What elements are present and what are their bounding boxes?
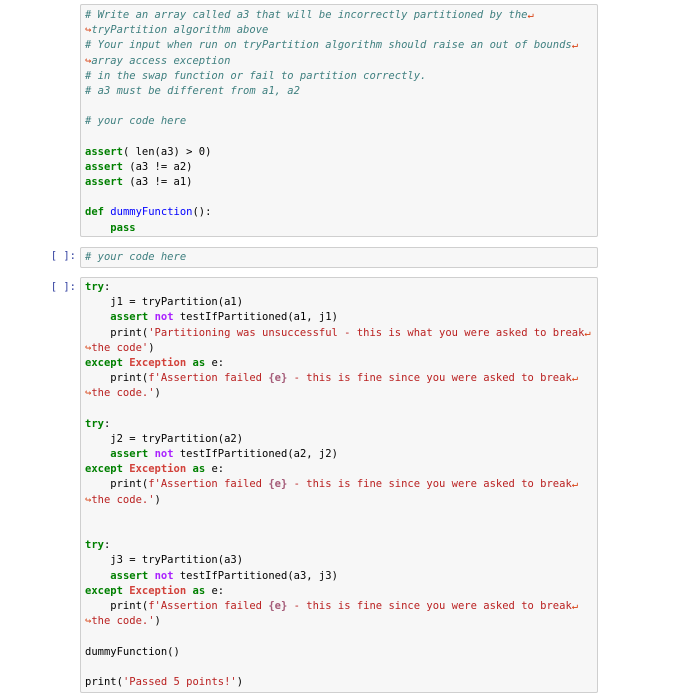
code-line — [85, 569, 597, 584]
code-line — [85, 205, 597, 220]
line-wrap-marker: ↪ — [85, 24, 92, 37]
line-wrap-marker: ↪ — [85, 615, 92, 628]
code-token: assert — [110, 448, 149, 461]
code-token: # a3 must be different from a1, a2 — [85, 84, 300, 97]
code-line — [85, 447, 597, 462]
code-line — [85, 250, 597, 265]
code-token: dummyFunction — [110, 206, 193, 219]
cell-prompt: [ ]: — [50, 250, 76, 262]
code-token: print( — [85, 372, 149, 385]
code-token: not — [154, 448, 174, 461]
code-token: testIfPartitioned(a3, j3) — [173, 569, 338, 582]
code-token: array access exception — [91, 54, 231, 67]
code-token: testIfPartitioned(a2, j2) — [173, 448, 338, 461]
code-token: - this is fine since you were asked to break — [287, 478, 572, 491]
code-line — [85, 462, 597, 477]
code-line — [85, 295, 597, 310]
code-token: ) — [154, 493, 161, 506]
code-editor[interactable] — [80, 277, 598, 693]
code-token: except — [85, 356, 123, 369]
code-line — [85, 145, 597, 160]
code-token: except — [85, 463, 123, 476]
code-token: e: — [205, 584, 225, 597]
code-line — [85, 114, 597, 129]
code-editor[interactable] — [80, 247, 598, 268]
code-line — [85, 175, 597, 190]
code-token: as — [192, 356, 206, 369]
code-token: try — [85, 417, 104, 430]
code-line — [85, 341, 597, 356]
code-line — [85, 23, 597, 38]
line-wrap-marker: ↪ — [85, 493, 92, 506]
code-line — [85, 326, 597, 341]
line-wrap-marker: ↵ — [571, 478, 579, 491]
code-line — [85, 69, 597, 84]
code-token: Exception — [129, 463, 187, 476]
code-token: : — [103, 417, 111, 430]
code-token: not — [154, 569, 174, 582]
code-line — [85, 386, 597, 401]
code-token: j1 = tryPartition(a1) — [85, 296, 244, 309]
cell-prompt: [ ]: — [50, 281, 76, 293]
code-token: ) — [236, 675, 244, 688]
code-token: : — [103, 281, 111, 293]
code-token: # your code here — [85, 251, 187, 263]
code-token: (): — [192, 206, 212, 219]
code-token: ) — [148, 341, 155, 354]
line-wrap-marker: ↵ — [584, 326, 591, 339]
code-token: print( — [85, 675, 123, 688]
code-token: 'Passed 5 points!' — [122, 675, 237, 688]
code-token: assert — [85, 145, 123, 158]
code-line — [85, 645, 597, 660]
code-line — [85, 280, 597, 295]
code-token: # your code here — [85, 115, 187, 128]
code-token: Exception — [129, 356, 187, 369]
code-token: : — [103, 539, 111, 552]
code-token: {e} — [268, 478, 288, 491]
code-token: ) — [154, 387, 161, 400]
code-token: as — [192, 584, 206, 597]
code-line — [85, 523, 597, 538]
line-wrap-marker: ↪ — [85, 54, 92, 67]
code-token: assert — [110, 311, 149, 324]
code-text — [81, 278, 597, 690]
code-token: e: — [205, 356, 225, 369]
code-line — [85, 371, 597, 386]
code-token — [85, 448, 110, 460]
code-token: 'Partitioning was unsuccessful - this is what you were asked to break — [148, 326, 585, 339]
code-token: Exception — [129, 584, 187, 597]
code-token: (a3 != a2) — [122, 160, 193, 173]
code-token: f'Assertion failed — [148, 478, 269, 491]
code-token: pass — [110, 221, 136, 234]
code-line — [85, 38, 597, 53]
code-line — [85, 8, 597, 23]
code-line — [85, 190, 597, 205]
code-token: tryPartition algorithm above — [91, 24, 269, 37]
line-wrap-marker: ↵ — [571, 599, 579, 612]
code-token: the code' — [91, 341, 149, 354]
code-token: try — [85, 281, 104, 293]
code-line — [85, 660, 597, 675]
code-token: not — [154, 311, 174, 324]
code-line — [85, 402, 597, 417]
code-token: print( — [85, 599, 149, 612]
code-token: ( len(a3) > 0) — [122, 145, 212, 158]
code-token: - this is fine since you were asked to break — [287, 372, 572, 385]
code-token: print( — [85, 478, 149, 491]
line-wrap-marker: ↵ — [571, 39, 579, 52]
code-token: (a3 != a1) — [122, 176, 193, 189]
code-line — [85, 477, 597, 492]
code-text — [81, 5, 597, 236]
code-token: - this is fine since you were asked to break — [287, 599, 572, 612]
code-line — [85, 432, 597, 447]
line-wrap-marker: ↪ — [85, 341, 92, 354]
line-wrap-marker: ↵ — [571, 372, 579, 385]
code-text — [81, 248, 597, 265]
code-token — [85, 222, 110, 234]
code-token: f'Assertion failed — [148, 599, 269, 612]
code-line — [85, 675, 597, 690]
code-token: # in the swap function or fail to partition correctly. — [85, 69, 427, 82]
code-token: assert — [85, 176, 123, 189]
code-token: print( — [85, 326, 149, 339]
code-token: the code.' — [91, 387, 155, 400]
code-token: the code.' — [91, 615, 155, 628]
code-token: as — [192, 463, 206, 476]
code-token: e: — [205, 463, 225, 476]
code-editor[interactable] — [80, 4, 598, 237]
code-line — [85, 54, 597, 69]
code-line — [85, 508, 597, 523]
code-token — [85, 570, 110, 582]
code-line — [85, 221, 597, 236]
line-wrap-marker: ↵ — [527, 9, 534, 21]
code-token: assert — [110, 569, 149, 582]
code-line — [85, 310, 597, 325]
code-token: {e} — [268, 372, 288, 385]
code-token: dummyFunction() — [85, 645, 180, 658]
code-line — [85, 629, 597, 644]
code-token — [85, 311, 110, 323]
code-token: def — [85, 206, 104, 219]
code-token: the code.' — [91, 493, 155, 506]
code-token: except — [85, 584, 123, 597]
code-line — [85, 584, 597, 599]
code-line — [85, 553, 597, 568]
code-line — [85, 160, 597, 175]
code-line — [85, 538, 597, 553]
code-token: # Your input when run on tryPartition algorithm should raise an out of bounds — [85, 39, 572, 52]
code-line — [85, 84, 597, 99]
code-token: f'Assertion failed — [148, 372, 269, 385]
code-line — [85, 356, 597, 371]
code-token: j2 = tryPartition(a2) — [85, 432, 244, 445]
code-line — [85, 599, 597, 614]
code-line — [85, 493, 597, 508]
code-token: assert — [85, 160, 123, 173]
code-line — [85, 614, 597, 629]
code-token: {e} — [268, 599, 288, 612]
code-line — [85, 417, 597, 432]
code-line — [85, 99, 597, 114]
code-line — [85, 130, 597, 145]
code-token: j3 = tryPartition(a3) — [85, 554, 244, 567]
code-token: try — [85, 539, 104, 552]
line-wrap-marker: ↪ — [85, 387, 92, 400]
code-token: testIfPartitioned(a1, j1) — [173, 311, 338, 324]
code-token: # Write an array called a3 that will be incorrectly partitioned by the — [85, 9, 528, 21]
code-token: ) — [154, 615, 161, 628]
